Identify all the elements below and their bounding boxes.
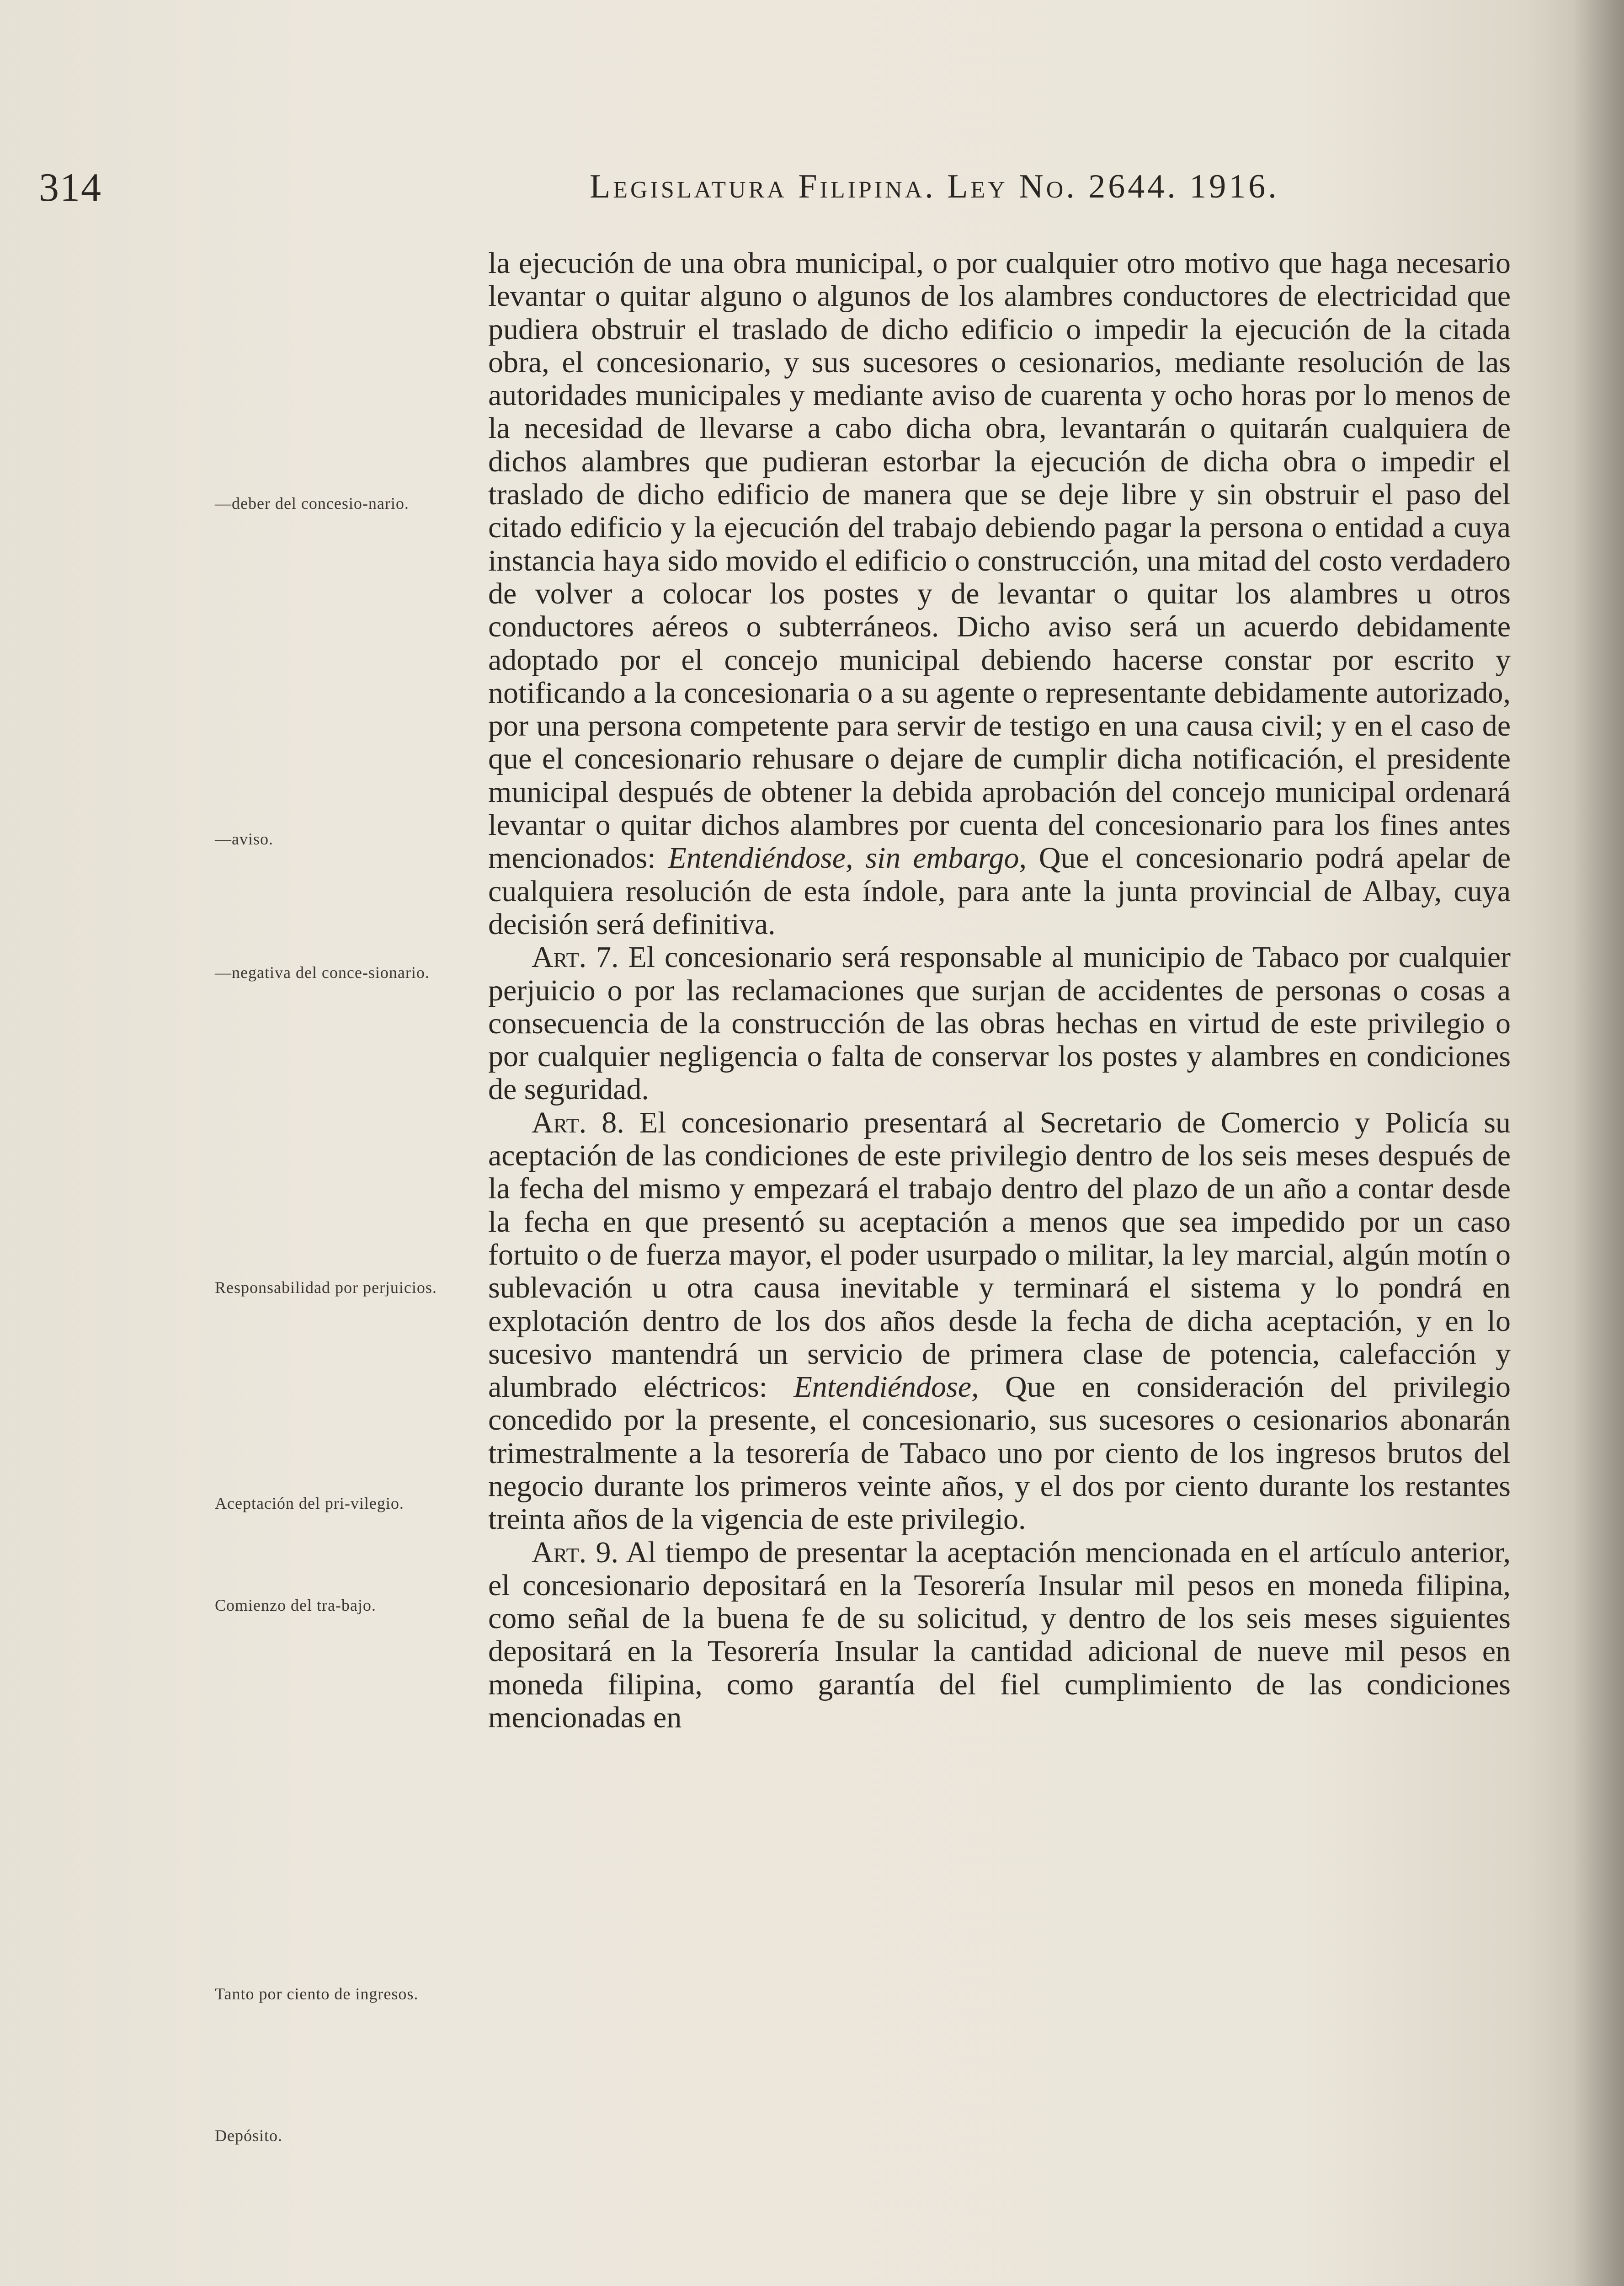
page-edge-shadow — [1574, 0, 1624, 2286]
article-text: Al tiempo de presentar la aceptación mencionada en el artículo anterior, el concesionario depositará en la Tesorería Insular mil pesos en moneda filipina, como señal de la buena fe de su solicitud, y dentro de los seis meses siguientes depositará en la Tesorería Insular la cantidad adicional de nueve mil pesos en moneda filipina, como garantía del fiel cumplimiento de las condiciones mencionadas en — [488, 1535, 1511, 1735]
margin-note-aceptacion: Aceptación del pri-vilegio. — [215, 1494, 404, 1512]
article-text: El concesionario será responsable al municipio de Tabaco por cualquier perjuicio o por las reclamaciones que surjan de accidentes de personas o cosas a consecuencia de la construcción de las obras hechas en virtud de este privilegio o por cualquier negligencia o falta de conservar los postes y alambres en condiciones de seguridad. — [488, 940, 1511, 1106]
running-head: Legislatura Filipina. Ley No. 2644. 1916. — [590, 168, 1279, 205]
italic-proviso: Entendiéndose, — [793, 1370, 979, 1404]
article-label: Art. 7. — [532, 940, 619, 974]
article-8 — [488, 1106, 1511, 1536]
page-number: 314 — [39, 166, 102, 210]
article-text-end: Que en consideración del privilegio concedido por la presente, el concesionario, sus sucesores o cesionarios abonarán trimestralmente a la tesorería de Tabaco uno por ciento de los ingresos brutos del negocio durante los primeros veinte años, y el dos por ciento durante los restantes treinta años de la vigencia de este privilegio. — [488, 1370, 1511, 1536]
article-7 — [488, 941, 1511, 1106]
paragraph-text: la ejecución de una obra municipal, o por cualquier otro motivo que haga necesario levantar o quitar alguno o algunos de los alambres conductores de electricidad que pudiera obstruir el traslado de dicho edificio o impedir la ejecución de la citada obra, el concesionario, y sus sucesores o cesionarios, mediante resolución de las autoridades municipales y mediante aviso de cuarenta y ocho horas por lo menos de la necesidad de llevarse a cabo dicha obra, levantarán o quitarán cualquiera de dichos alambres que pudieran estorbar la ejecución de dicha obra o impedir el traslado de dicho edificio de manera que se deje libre y sin obstruir el paso del citado edificio y la ejecución del trabajo debiendo pagar la persona o entidad a cuya instancia haya sido movido el edificio o construcción, una mitad del costo verdadero de volver a colocar los postes y de levantar o quitar los alambres u otros conductores aéreos o subterráneos. Dicho aviso será un acuerdo debidamente adoptado por el concejo municipal debiendo hacerse constar por escrito y notificando a la concesionaria o a su agente o representante debidamente autorizado, por una persona competente para servir de testigo en una causa civil; y en el caso de que el concesionario rehusare o dejare de cumplir dicha notificación, el presidente municipal después de obtener la debida aprobación del concejo municipal ordenará levantar o quitar dichos alambres por cuenta del concesionario para los fines antes mencionados: — [488, 246, 1511, 875]
article-text: El concesionario presentará al Secretario de Comercio y Policía su aceptación de las condiciones de este privilegio dentro de los seis meses después de la fecha del mismo y empezará el trabajo dentro del plazo de un año a contar desde la fecha en que presentó su aceptación a menos que sea impedido por un caso fortuito o de fuerza mayor, el poder usurpado o militar, la ley marcial, algún motín o sublevación u otra causa inevitable y terminará el sistema y lo pondrá en explotación dentro de los dos años desde la fecha de dicha aceptación, y en lo sucesivo mantendrá un servicio de primera clase de potencia, calefacción y alumbrado eléctricos: — [488, 1106, 1511, 1404]
page-header — [0, 165, 1624, 215]
margin-note-responsabilidad: Responsabilidad por perjuicios. — [215, 1278, 437, 1297]
margin-note-aviso: —aviso. — [215, 830, 273, 848]
margin-note-tanto-por-ciento: Tanto por ciento de ingresos. — [215, 1985, 419, 2003]
italic-proviso: Entendiéndose, sin embargo, — [668, 841, 1027, 875]
article-9 — [488, 1536, 1511, 1735]
body-text — [488, 247, 1511, 1734]
paragraph-text-end: Que el concesionario podrá apelar de cualquiera resolución de esta índole, para ante la junta provincial de Albay, cuya decisión será definitiva. — [488, 841, 1511, 941]
paragraph-continuation — [488, 247, 1511, 941]
margin-note-negativa: —negativa del conce-sionario. — [215, 963, 430, 982]
article-label: Art. 9. — [532, 1535, 618, 1569]
article-label: Art. 8. — [532, 1106, 624, 1139]
margin-note-comienzo: Comienzo del tra-bajo. — [215, 1596, 376, 1614]
margin-note-deposito: Depósito. — [215, 2126, 282, 2145]
margin-note-deber: —deber del concesio-nario. — [215, 494, 409, 513]
